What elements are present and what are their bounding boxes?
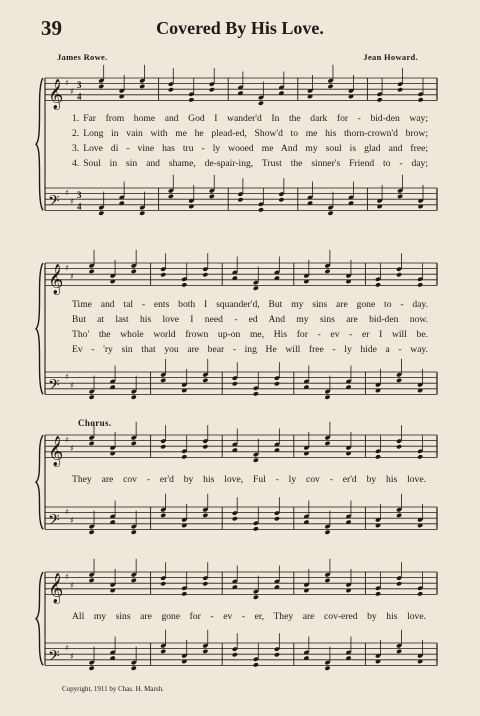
- sharp-icon: ♯: [65, 263, 69, 273]
- notehead: [160, 649, 166, 654]
- sharp-icon: ♯: [70, 580, 74, 590]
- notehead: [139, 84, 145, 89]
- notehead: [98, 84, 104, 89]
- hymn-title: Covered By His Love.: [156, 18, 324, 38]
- composer-credit: Jean Howard.: [363, 52, 418, 62]
- notehead: [324, 666, 330, 671]
- notehead: [202, 378, 208, 383]
- notehead: [375, 454, 381, 459]
- notehead: [377, 97, 383, 102]
- bass-clef-icon: 𝄢: [48, 511, 60, 533]
- notehead: [253, 286, 259, 291]
- sharp-icon: ♯: [65, 435, 69, 445]
- lyricist-credit: James Rowe.: [57, 52, 108, 62]
- copyright-notice: Copyright, 1911 by Chas. H. Marsh.: [62, 685, 164, 693]
- time-signature: 4: [77, 201, 82, 212]
- notehead: [209, 87, 215, 92]
- sharp-icon: ♯: [70, 443, 74, 453]
- notehead: [253, 526, 259, 531]
- notehead: [209, 194, 215, 199]
- hymn-number: 39: [41, 16, 62, 40]
- notehead: [396, 378, 402, 383]
- notehead: [202, 272, 208, 277]
- notehead: [324, 395, 330, 400]
- notehead: [375, 591, 381, 596]
- notehead: [232, 652, 238, 657]
- notehead: [89, 578, 95, 583]
- notehead: [324, 578, 330, 583]
- sharp-icon: ♯: [65, 188, 69, 198]
- sharp-icon: ♯: [70, 515, 74, 525]
- notehead: [98, 211, 104, 216]
- chorus-line-2: All my sins are gone for - ev - er, They are cov-ered by his love.: [72, 611, 426, 622]
- verse-2-line-1: 2. Long in vain with me he plead-ed, Show'd to me his thorn-crown'd brow;: [72, 128, 428, 139]
- sharp-icon: ♯: [70, 651, 74, 661]
- treble-clef-icon: 𝄞: [48, 436, 64, 467]
- notehead: [396, 444, 402, 449]
- sharp-icon: ♯: [65, 78, 69, 88]
- sharp-icon: ♯: [65, 643, 69, 653]
- notehead: [396, 513, 402, 518]
- notehead: [202, 444, 208, 449]
- notehead: [397, 194, 403, 199]
- time-signature: 3: [77, 80, 82, 91]
- system-brace: [36, 78, 43, 210]
- notehead: [181, 282, 187, 287]
- notehead: [278, 197, 284, 202]
- notehead: [324, 441, 330, 446]
- notehead: [131, 395, 137, 400]
- notehead: [89, 269, 95, 274]
- system-brace: [36, 263, 43, 394]
- bass-clef-icon: 𝄢: [48, 376, 60, 398]
- notehead: [396, 581, 402, 586]
- bass-clef-icon: 𝄢: [48, 647, 60, 669]
- notehead: [168, 194, 174, 199]
- notehead: [274, 652, 280, 657]
- sharp-icon: ♯: [70, 271, 74, 281]
- notehead: [188, 97, 194, 102]
- notehead: [253, 391, 259, 396]
- sharp-icon: ♯: [70, 380, 74, 390]
- notehead: [131, 578, 137, 583]
- notehead: [202, 581, 208, 586]
- system-brace: [36, 572, 43, 665]
- sharp-icon: ♯: [65, 507, 69, 517]
- notehead: [274, 516, 280, 521]
- notehead: [417, 454, 423, 459]
- verse-1-line-1: 1. Far from home and God I wander'd In the dark for - bid-den way;: [72, 113, 428, 124]
- verse-4-line-1: 4. Soul in sin and shame, de-spair-ing, Trust the sinner's Friend to - day;: [72, 158, 428, 169]
- notehead: [232, 381, 238, 386]
- verse-2-line-2: But at last his love I need - ed And my sins are bid-den now.: [72, 314, 428, 325]
- notehead: [202, 513, 208, 518]
- notehead: [232, 516, 238, 521]
- notehead: [397, 87, 403, 92]
- notehead: [131, 530, 137, 535]
- verse-4-line-2: Ev - 'ry sin that you are bear - ing He will free - ly hide a - way.: [72, 344, 428, 355]
- verse-3-line-1: 3. Love di - vine has tru - ly wooed me And my soul is glad and free;: [72, 143, 428, 154]
- notehead: [160, 581, 166, 586]
- notehead: [89, 441, 95, 446]
- chorus-line-1: They are cov - er'd by his love, Ful - ly cov - er'd by his love.: [72, 474, 426, 485]
- notehead: [139, 211, 145, 216]
- chorus-label: Chorus.: [78, 418, 112, 428]
- notehead: [237, 197, 243, 202]
- notehead: [327, 211, 333, 216]
- sharp-icon: ♯: [65, 372, 69, 382]
- notehead: [160, 513, 166, 518]
- notehead: [89, 666, 95, 671]
- notehead: [89, 530, 95, 535]
- notehead: [396, 272, 402, 277]
- notehead: [324, 530, 330, 535]
- sharp-icon: ♯: [65, 572, 69, 582]
- notehead: [181, 454, 187, 459]
- bass-clef-icon: 𝄢: [48, 192, 60, 214]
- notehead: [202, 649, 208, 654]
- notehead: [274, 381, 280, 386]
- time-signature: 4: [77, 91, 82, 102]
- notehead: [160, 444, 166, 449]
- sharp-icon: ♯: [70, 196, 74, 206]
- notehead: [327, 84, 333, 89]
- notehead: [418, 97, 424, 102]
- notehead: [258, 207, 264, 212]
- notehead: [324, 269, 330, 274]
- notehead: [253, 458, 259, 463]
- system-brace: [36, 435, 43, 529]
- sharp-icon: ♯: [70, 86, 74, 96]
- notehead: [168, 87, 174, 92]
- notehead: [253, 662, 259, 667]
- notehead: [417, 591, 423, 596]
- notehead: [417, 282, 423, 287]
- notehead: [131, 441, 137, 446]
- time-signature: 3: [77, 190, 82, 201]
- notehead: [396, 649, 402, 654]
- notehead: [181, 591, 187, 596]
- notehead: [258, 101, 264, 106]
- treble-clef-icon: 𝄞: [48, 79, 64, 110]
- notehead: [89, 395, 95, 400]
- notehead: [131, 666, 137, 671]
- treble-clef-icon: 𝄞: [48, 573, 64, 604]
- verse-3-line-2: Tho' the whole world frown up-on me, His for - ev - er I will be.: [72, 329, 428, 340]
- treble-clef-icon: 𝄞: [48, 264, 64, 295]
- notehead: [160, 272, 166, 277]
- verse-1-line-2: Time and tal - ents both I squander'd, But my sins are gone to - day.: [72, 299, 428, 310]
- notehead: [253, 595, 259, 600]
- notehead: [160, 378, 166, 383]
- notehead: [375, 282, 381, 287]
- notehead: [131, 269, 137, 274]
